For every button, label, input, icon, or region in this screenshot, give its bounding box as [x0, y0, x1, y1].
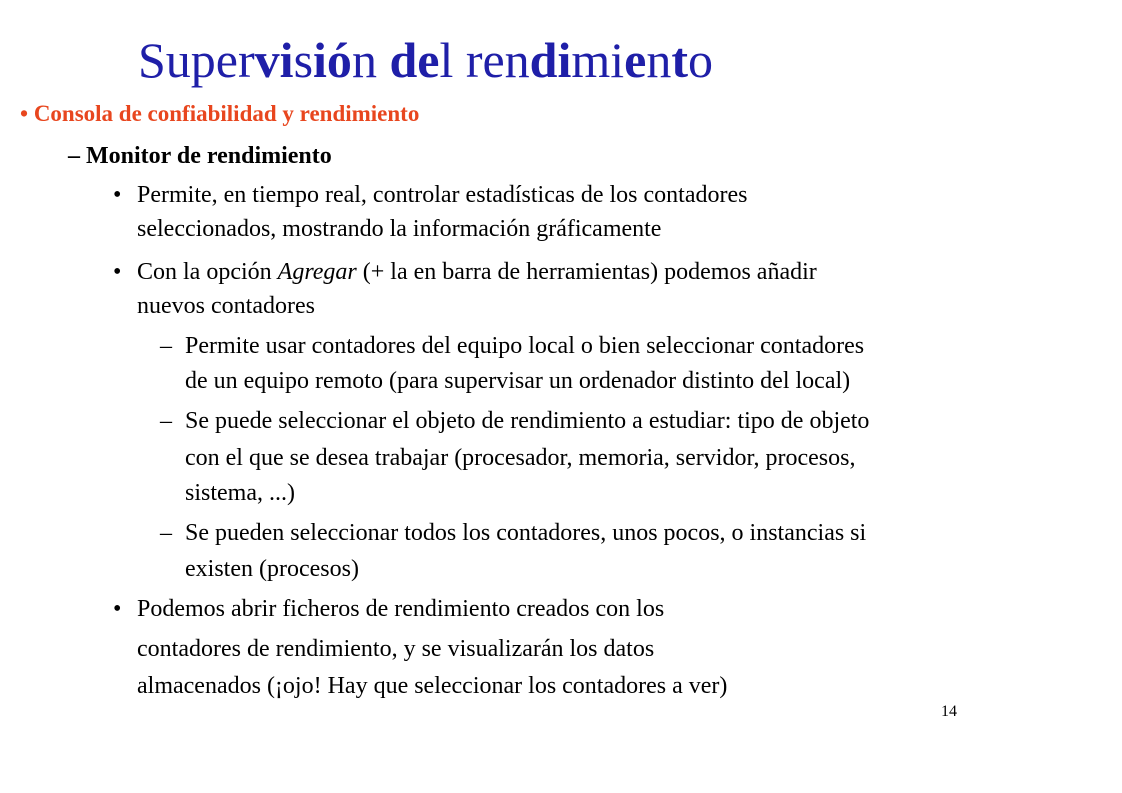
bullet-level3-item: [113, 256, 817, 288]
bullet-text-continuation: contadores de rendimiento, y se visualizarán los datos: [137, 636, 655, 662]
bullet-level2-text: Monitor de rendimiento: [86, 143, 332, 169]
bullet-text-line: (+ la en barra de herramientas) podemos añadir: [356, 259, 817, 285]
bullet-text-line: Con la opción: [137, 259, 278, 285]
bullet-text-continuation: seleccionados, mostrando la información gráficamente: [137, 216, 662, 242]
bullet-text-line: Podemos abrir ficheros de rendimiento creados con los: [137, 596, 665, 622]
title-segment: s: [293, 32, 314, 88]
sub-bullet-text-line: Se puede seleccionar el objeto de rendimiento a estudiar: tipo de objeto: [185, 408, 870, 434]
bullet-level2: [68, 140, 332, 172]
sub-bullet-text-continuation: existen (procesos): [185, 556, 359, 582]
bullet-marker: •: [113, 596, 122, 622]
title-segment: t: [671, 32, 689, 88]
page-number: 14: [941, 703, 957, 720]
sub-bullet-text-continuation: con el que se desea trabajar (procesador, memoria, servidor, procesos,: [185, 445, 856, 471]
sub-bullet-item: [160, 405, 869, 437]
title-segment: e: [624, 32, 647, 88]
bullet-text-continuation: nuevos contadores: [137, 293, 315, 319]
dash-marker: –: [160, 408, 172, 434]
sub-bullet-item: [160, 330, 864, 362]
title-segment: ió: [313, 32, 352, 88]
dash-marker: –: [160, 520, 172, 546]
title-segment: o: [688, 32, 714, 88]
sub-bullet-text-continuation: sistema, ...): [185, 480, 295, 506]
bullet-level3-item: [113, 179, 747, 211]
title-segment: mi: [571, 32, 625, 88]
sub-bullet-item: [160, 517, 866, 549]
title-segment: Super: [138, 32, 255, 88]
title-segment: n: [351, 32, 390, 88]
sub-bullet-text-line: Se pueden seleccionar todos los contadores, unos pocos, o instancias si: [185, 520, 867, 546]
title-segment: de: [389, 32, 440, 88]
sub-bullet-text-line: Permite usar contadores del equipo local o bien seleccionar contadores: [185, 333, 865, 359]
italic-term: Agregar: [277, 259, 357, 285]
bullet-level1: [20, 98, 419, 130]
bullet-marker: •: [20, 101, 29, 126]
title-segment: n: [646, 32, 672, 88]
bullet-level3-item: [113, 593, 664, 625]
bullet-level1-text: Consola de confiabilidad y rendimiento: [33, 101, 420, 126]
bullet-text-line: Permite, en tiempo real, controlar estadísticas de los contadores: [137, 182, 748, 208]
sub-bullet-text-continuation: de un equipo remoto (para supervisar un ordenador distinto del local): [185, 368, 851, 394]
title-segment: l ren: [439, 32, 530, 88]
dash-marker: –: [68, 143, 80, 169]
bullet-text-continuation: almacenados (¡ojo! Hay que seleccionar los contadores a ver): [137, 673, 728, 699]
title-segment: vi: [254, 32, 294, 88]
bullet-marker: •: [113, 259, 122, 285]
dash-marker: –: [160, 333, 172, 359]
slide-title: [138, 28, 713, 92]
bullet-marker: •: [113, 182, 122, 208]
title-segment: di: [529, 32, 572, 88]
